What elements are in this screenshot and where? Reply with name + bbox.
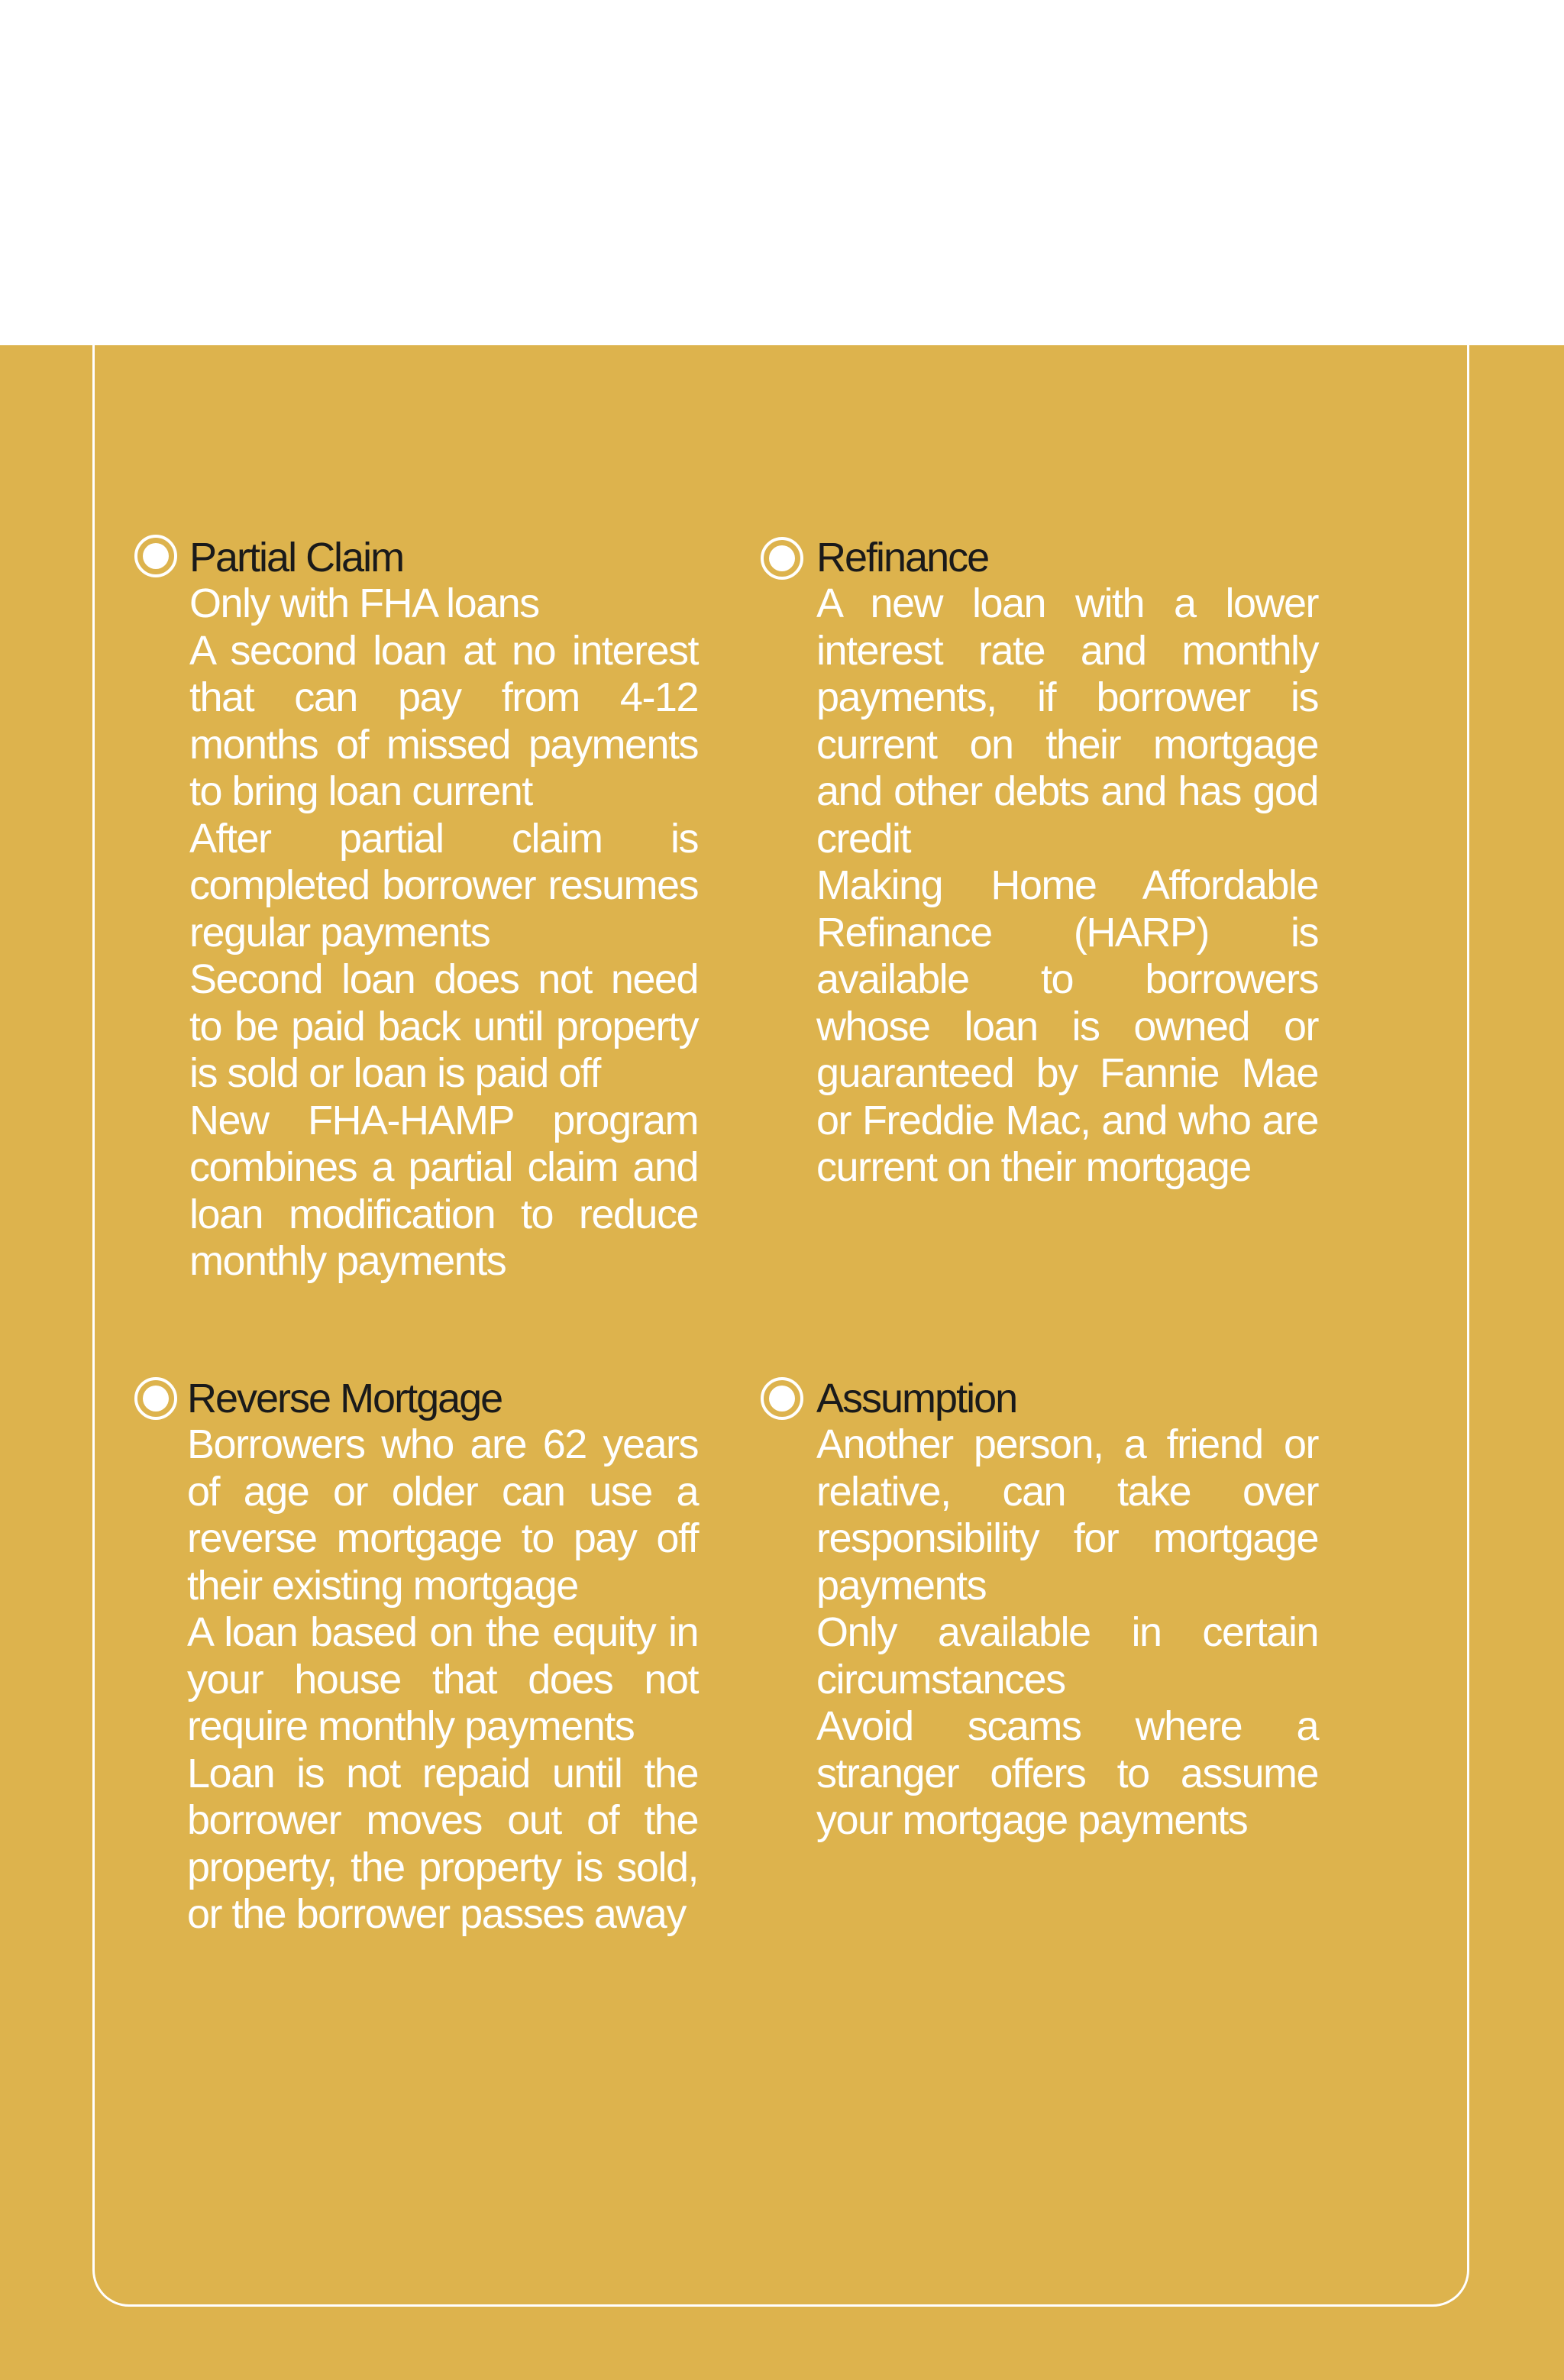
body-paragraph: A new loan with a lower interest rate and monthly payments, if borrower is current on their mortgage and other debts and has god credit: [816, 580, 1318, 862]
body-paragraph: Only available in certain circumstances: [816, 1609, 1318, 1703]
body-paragraph: A second loan at no interest that can pay from 4-12 months of missed payments to bring loan current: [189, 627, 698, 814]
radio-bullet-icon: [761, 537, 803, 580]
radio-bullet-icon: [134, 1377, 177, 1420]
section-body: [187, 1421, 698, 1939]
section-body: [816, 580, 1318, 1192]
body-paragraph: Another person, a friend or relative, can take over responsibility for mortgage payments: [816, 1421, 1318, 1609]
bullet-dot: [769, 545, 795, 571]
bullet-dot: [143, 1386, 169, 1412]
section-heading: Reverse Mortgage: [187, 1376, 502, 1421]
body-paragraph: New FHA-HAMP program combines a partial claim and loan modification to reduce monthly payments: [189, 1097, 698, 1284]
section-body: [189, 580, 698, 1285]
body-paragraph: Second loan does not need to be paid back until property is sold or loan is paid off: [189, 956, 698, 1096]
bullet-dot: [769, 1386, 795, 1412]
page-top-margin: [0, 0, 1564, 345]
body-paragraph: A loan based on the equity in your house that does not require monthly payments: [187, 1609, 698, 1749]
body-paragraph: Only with FHA loans: [189, 580, 539, 626]
radio-bullet-icon: [761, 1377, 803, 1420]
body-paragraph: Borrowers who are 62 years of age or older can use a reverse mortgage to pay off their existing mortgage: [187, 1421, 698, 1609]
section-body: [816, 1421, 1318, 1845]
body-paragraph: Making Home Affordable Refinance (HARP) is available to borrowers whose loan is owned or guaranteed by Fannie Mae or Freddie Mac, and who are current on their mortgage: [816, 862, 1318, 1190]
bullet-dot: [143, 543, 169, 569]
body-paragraph: Avoid scams where a stranger offers to assume your mortgage payments: [816, 1703, 1318, 1843]
section-heading: Partial Claim: [189, 535, 404, 580]
body-paragraph: Loan is not repaid until the borrower moves out of the property, the property is sold, or the borrower passes away: [187, 1750, 698, 1937]
section-heading: Refinance: [816, 535, 989, 580]
radio-bullet-icon: [134, 535, 177, 577]
section-heading: Assumption: [816, 1376, 1017, 1421]
body-paragraph: After partial claim is completed borrower resumes regular payments: [189, 815, 698, 956]
